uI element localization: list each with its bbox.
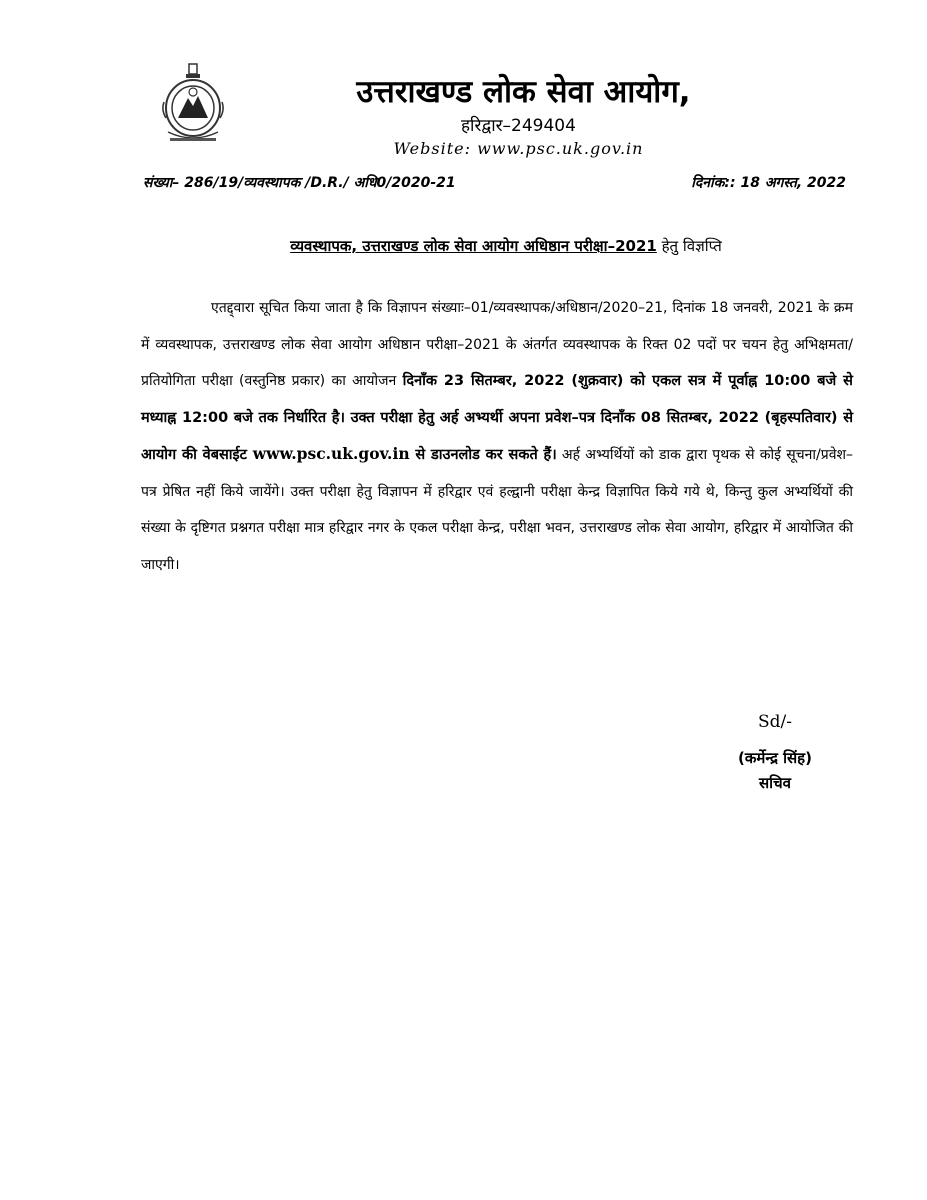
signatory-name: (कर्मेन्द्र सिंह) xyxy=(737,749,812,767)
notice-body xyxy=(141,290,853,583)
reference-number: संख्या– 286/19/व्यवस्थापक /D.R./ अधि0/2020-21 xyxy=(143,175,456,191)
body-bold-1: दिनाँक 23 सितम्बर, 2022 (शुक्रवार) को एकल सत्र में पूर्वाह्न 10:00 बजे से मध्याह्न 12:00 बजे तक निर्धारित है। उक्त परीक्षा हेतु अर्ह अभ्यर्थी अपना प्रवेश–पत्र दिनाँक 08 सितम्बर, 2022 (बृहस्पतिवार) से आयोग की वेबसाईट xyxy=(141,373,853,463)
reference-row xyxy=(143,173,846,195)
body-part-2: अर्ह अभ्यर्थियों को डाक द्वारा पृथक से कोई सूचना/प्रवेश–पत्र प्रेषित नहीं किये जायेंगे। उक्त परीक्षा हेतु विज्ञापन में हरिद्वार एवं हल्द्वानी परीक्षा केन्द्र विज्ञापित किये गये थे, किन्तु कुल अभ्यर्थियों की संख्या के दृष्टिगत प्रश्नगत परीक्षा मात्र हरिद्वार नगर के एकल परीक्षा केन्द्र, परीक्षा भवन, उत्तराखण्ड लोक सेवा आयोग, हरिद्वार में आयोजित की जाएगी। xyxy=(141,447,853,573)
subject-underlined: व्यवस्थापक, उत्तराखण्ड लोक सेवा आयोग अधिष्ठान परीक्षा–2021 xyxy=(290,237,657,255)
notice-subject xyxy=(0,236,927,256)
body-part-1: एतद्द्वारा सूचित किया जाता है कि विज्ञापन संख्याः–01/व्यवस्थापक/अधिष्ठान/2020–21, दिनांक 18 जनवरी, 2021 के क्रम में व्यवस्थापक, उत्तराखण्ड लोक सेवा आयोग अधिष्ठान परीक्षा–2021 के अंतर्गत व्यवस्थापक के रिक्त 02 पदों पर चयन हेतु अभिक्षमता/प्रतियोगिता परीक्षा (वस्तुनिष्ठ प्रकार) का आयोजन xyxy=(141,300,853,389)
organization-website: Website: www.psc.uk.gov.in xyxy=(393,139,644,158)
organization-name: उत्तराखण्ड लोक सेवा आयोग, xyxy=(356,74,691,110)
subject-rest: हेतु विज्ञप्ति xyxy=(656,237,722,255)
signature-sd: Sd/- xyxy=(758,712,792,732)
organization-city: हरिद्वार–249404 xyxy=(461,116,576,136)
signatory-designation: सचिव xyxy=(759,774,791,792)
reference-date: दिनांक:: 18 अगस्त, 2022 xyxy=(691,175,846,191)
body-website: www.psc.uk.gov.in xyxy=(252,444,410,463)
body-bold-2: से डाउनलोड कर सकते हैं। xyxy=(409,447,557,463)
